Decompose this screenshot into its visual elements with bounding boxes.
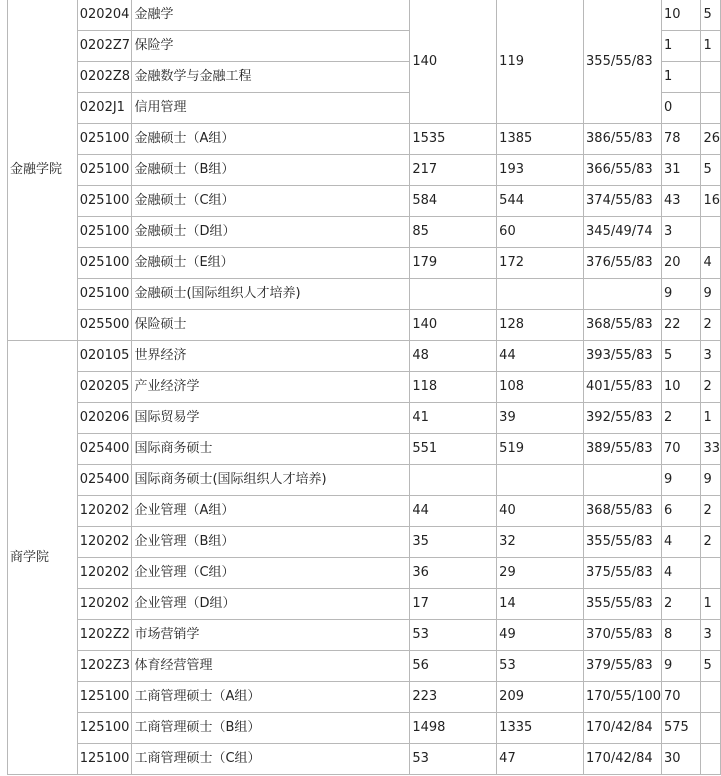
- major-code-cell: 025500: [77, 310, 132, 341]
- major-name-cell: 工商管理硕士（B组）: [132, 713, 410, 744]
- major-code-cell: 020105: [77, 341, 132, 372]
- major-code-cell: 125100: [77, 713, 132, 744]
- major-code-cell: 1202Z3: [77, 651, 132, 682]
- count-b-cell: 3: [661, 217, 700, 248]
- count-b-cell: 575: [661, 713, 700, 744]
- major-name-cell: 金融硕士（C组）: [132, 186, 410, 217]
- major-code-cell: 120202: [77, 496, 132, 527]
- examinees-cell: [497, 465, 584, 496]
- table-row: [8, 434, 721, 465]
- major-name-cell: 企业管理（D组）: [132, 589, 410, 620]
- admission-table: [7, 0, 721, 775]
- applicants-cell: 53: [410, 620, 497, 651]
- count-b-cell: 9: [661, 465, 700, 496]
- college-cell: 商学院: [8, 341, 78, 775]
- score-line-cell: 379/55/83: [584, 651, 662, 682]
- examinees-cell: 39: [497, 403, 584, 434]
- examinees-cell: 519: [497, 434, 584, 465]
- major-name-cell: 企业管理（C组）: [132, 558, 410, 589]
- major-code-cell: 025400: [77, 465, 132, 496]
- count-c-cell: [701, 744, 721, 775]
- score-line-cell: 401/55/83: [584, 372, 662, 403]
- table-row: [8, 589, 721, 620]
- major-name-cell: 金融硕士（E组）: [132, 248, 410, 279]
- examinees-cell: 209: [497, 682, 584, 713]
- table-row: [8, 620, 721, 651]
- major-name-cell: 国际商务硕士(国际组织人才培养): [132, 465, 410, 496]
- score-line-cell: 374/55/83: [584, 186, 662, 217]
- score-line-cell: 366/55/83: [584, 155, 662, 186]
- major-code-cell: 020204: [77, 0, 132, 31]
- score-line-cell: 386/55/83: [584, 124, 662, 155]
- count-c-cell: 3: [701, 620, 721, 651]
- major-code-cell: 125100: [77, 744, 132, 775]
- major-name-cell: 市场营销学: [132, 620, 410, 651]
- applicants-cell: [410, 465, 497, 496]
- count-b-cell: 2: [661, 403, 700, 434]
- count-c-cell: 9: [701, 279, 721, 310]
- score-line-cell: 376/55/83: [584, 248, 662, 279]
- table-row: [8, 527, 721, 558]
- applicants-cell: 85: [410, 217, 497, 248]
- applicants-cell: 53: [410, 744, 497, 775]
- applicants-cell: 140: [410, 310, 497, 341]
- score-line-cell: 368/55/83: [584, 310, 662, 341]
- count-c-cell: 16: [701, 186, 721, 217]
- count-c-cell: [701, 217, 721, 248]
- examinees-cell: 40: [497, 496, 584, 527]
- major-code-cell: 025100: [77, 155, 132, 186]
- count-b-cell: 43: [661, 186, 700, 217]
- count-b-cell: 78: [661, 124, 700, 155]
- applicants-cell: 44: [410, 496, 497, 527]
- major-name-cell: 企业管理（B组）: [132, 527, 410, 558]
- count-b-cell: 70: [661, 434, 700, 465]
- table-row: [8, 124, 721, 155]
- major-code-cell: 025100: [77, 186, 132, 217]
- count-c-cell: 5: [701, 0, 721, 31]
- major-code-cell: 0202J1: [77, 93, 132, 124]
- count-c-cell: 2: [701, 527, 721, 558]
- examinees-cell: 193: [497, 155, 584, 186]
- applicants-cell: 584: [410, 186, 497, 217]
- count-c-cell: 1: [701, 31, 721, 62]
- score-line-cell: 389/55/83: [584, 434, 662, 465]
- major-name-cell: 金融硕士（B组）: [132, 155, 410, 186]
- count-b-cell: 0: [661, 93, 700, 124]
- count-c-cell: 5: [701, 651, 721, 682]
- applicants-cell: 41: [410, 403, 497, 434]
- applicants-cell: 223: [410, 682, 497, 713]
- major-name-cell: 金融硕士（D组）: [132, 217, 410, 248]
- applicants-cell: 35: [410, 527, 497, 558]
- count-b-cell: 31: [661, 155, 700, 186]
- table-row: [8, 496, 721, 527]
- count-b-cell: 30: [661, 744, 700, 775]
- applicants-cell: 17: [410, 589, 497, 620]
- applicants-cell: [410, 279, 497, 310]
- applicants-cell: 1498: [410, 713, 497, 744]
- table-row: [8, 558, 721, 589]
- count-b-cell: 2: [661, 589, 700, 620]
- count-b-cell: 20: [661, 248, 700, 279]
- applicants-cell: 217: [410, 155, 497, 186]
- examinees-cell: 172: [497, 248, 584, 279]
- major-code-cell: 025400: [77, 434, 132, 465]
- merged-exam-cell: 119: [497, 0, 584, 124]
- score-line-cell: 345/49/74: [584, 217, 662, 248]
- major-code-cell: 125100: [77, 682, 132, 713]
- score-line-cell: 170/42/84: [584, 713, 662, 744]
- count-c-cell: 1: [701, 589, 721, 620]
- table-row: [8, 155, 721, 186]
- major-code-cell: 020206: [77, 403, 132, 434]
- count-b-cell: 9: [661, 279, 700, 310]
- count-c-cell: 4: [701, 248, 721, 279]
- count-c-cell: 2: [701, 496, 721, 527]
- major-name-cell: 金融硕士（A组）: [132, 124, 410, 155]
- major-name-cell: 国际商务硕士: [132, 434, 410, 465]
- count-b-cell: 70: [661, 682, 700, 713]
- major-name-cell: 金融学: [132, 0, 410, 31]
- score-line-cell: 170/55/100: [584, 682, 662, 713]
- major-name-cell: 体育经营管理: [132, 651, 410, 682]
- score-line-cell: [584, 465, 662, 496]
- applicants-cell: 551: [410, 434, 497, 465]
- examinees-cell: 60: [497, 217, 584, 248]
- major-name-cell: 企业管理（A组）: [132, 496, 410, 527]
- major-code-cell: 025100: [77, 279, 132, 310]
- score-line-cell: 393/55/83: [584, 341, 662, 372]
- table-row: [8, 403, 721, 434]
- table-row: [8, 372, 721, 403]
- count-c-cell: [701, 93, 721, 124]
- merged-apply-cell: 140: [410, 0, 497, 124]
- score-line-cell: 355/55/83: [584, 589, 662, 620]
- major-name-cell: 工商管理硕士（A组）: [132, 682, 410, 713]
- examinees-cell: 47: [497, 744, 584, 775]
- applicants-cell: 36: [410, 558, 497, 589]
- table-row: [8, 341, 721, 372]
- examinees-cell: 1385: [497, 124, 584, 155]
- major-code-cell: 025100: [77, 217, 132, 248]
- table-row: [8, 217, 721, 248]
- score-line-cell: 368/55/83: [584, 496, 662, 527]
- applicants-cell: 118: [410, 372, 497, 403]
- applicants-cell: 48: [410, 341, 497, 372]
- score-line-cell: 375/55/83: [584, 558, 662, 589]
- score-line-cell: 392/55/83: [584, 403, 662, 434]
- examinees-cell: 29: [497, 558, 584, 589]
- count-b-cell: 4: [661, 558, 700, 589]
- major-name-cell: 金融数学与金融工程: [132, 62, 410, 93]
- count-b-cell: 10: [661, 372, 700, 403]
- examinees-cell: 1335: [497, 713, 584, 744]
- examinees-cell: 128: [497, 310, 584, 341]
- count-c-cell: 5: [701, 155, 721, 186]
- major-code-cell: 025100: [77, 248, 132, 279]
- score-line-cell: 370/55/83: [584, 620, 662, 651]
- table-row: [8, 682, 721, 713]
- count-c-cell: 2: [701, 310, 721, 341]
- major-name-cell: 国际贸易学: [132, 403, 410, 434]
- applicants-cell: 56: [410, 651, 497, 682]
- examinees-cell: 53: [497, 651, 584, 682]
- count-c-cell: [701, 558, 721, 589]
- score-line-cell: 170/42/84: [584, 744, 662, 775]
- table-row: [8, 651, 721, 682]
- score-line-cell: 355/55/83: [584, 527, 662, 558]
- college-cell: 金融学院: [8, 0, 78, 341]
- table-row: [8, 0, 721, 31]
- table-row: [8, 744, 721, 775]
- major-name-cell: 信用管理: [132, 93, 410, 124]
- count-c-cell: 33: [701, 434, 721, 465]
- table-row: [8, 713, 721, 744]
- count-c-cell: [701, 713, 721, 744]
- count-c-cell: 1: [701, 403, 721, 434]
- major-code-cell: 120202: [77, 589, 132, 620]
- count-b-cell: 5: [661, 341, 700, 372]
- count-c-cell: 3: [701, 341, 721, 372]
- major-name-cell: 金融硕士(国际组织人才培养): [132, 279, 410, 310]
- examinees-cell: [497, 279, 584, 310]
- major-code-cell: 120202: [77, 527, 132, 558]
- examinees-cell: 108: [497, 372, 584, 403]
- major-code-cell: 120202: [77, 558, 132, 589]
- count-b-cell: 8: [661, 620, 700, 651]
- major-name-cell: 产业经济学: [132, 372, 410, 403]
- table-row: [8, 186, 721, 217]
- count-b-cell: 1: [661, 62, 700, 93]
- table-row: [8, 465, 721, 496]
- major-name-cell: 世界经济: [132, 341, 410, 372]
- major-code-cell: 0202Z8: [77, 62, 132, 93]
- examinees-cell: 32: [497, 527, 584, 558]
- merged-line-cell: 355/55/83: [584, 0, 662, 124]
- count-c-cell: 2: [701, 372, 721, 403]
- score-line-cell: [584, 279, 662, 310]
- count-b-cell: 9: [661, 651, 700, 682]
- table-row: [8, 310, 721, 341]
- applicants-cell: 1535: [410, 124, 497, 155]
- major-code-cell: 020205: [77, 372, 132, 403]
- table-row: [8, 279, 721, 310]
- count-c-cell: [701, 62, 721, 93]
- applicants-cell: 179: [410, 248, 497, 279]
- count-b-cell: 22: [661, 310, 700, 341]
- count-b-cell: 6: [661, 496, 700, 527]
- examinees-cell: 49: [497, 620, 584, 651]
- examinees-cell: 14: [497, 589, 584, 620]
- count-c-cell: 9: [701, 465, 721, 496]
- major-name-cell: 工商管理硕士（C组）: [132, 744, 410, 775]
- examinees-cell: 544: [497, 186, 584, 217]
- major-code-cell: 025100: [77, 124, 132, 155]
- count-b-cell: 4: [661, 527, 700, 558]
- major-code-cell: 0202Z7: [77, 31, 132, 62]
- count-c-cell: [701, 682, 721, 713]
- count-b-cell: 1: [661, 31, 700, 62]
- examinees-cell: 44: [497, 341, 584, 372]
- count-c-cell: 26: [701, 124, 721, 155]
- major-name-cell: 保险硕士: [132, 310, 410, 341]
- table-row: [8, 248, 721, 279]
- major-code-cell: 1202Z2: [77, 620, 132, 651]
- major-name-cell: 保险学: [132, 31, 410, 62]
- count-b-cell: 10: [661, 0, 700, 31]
